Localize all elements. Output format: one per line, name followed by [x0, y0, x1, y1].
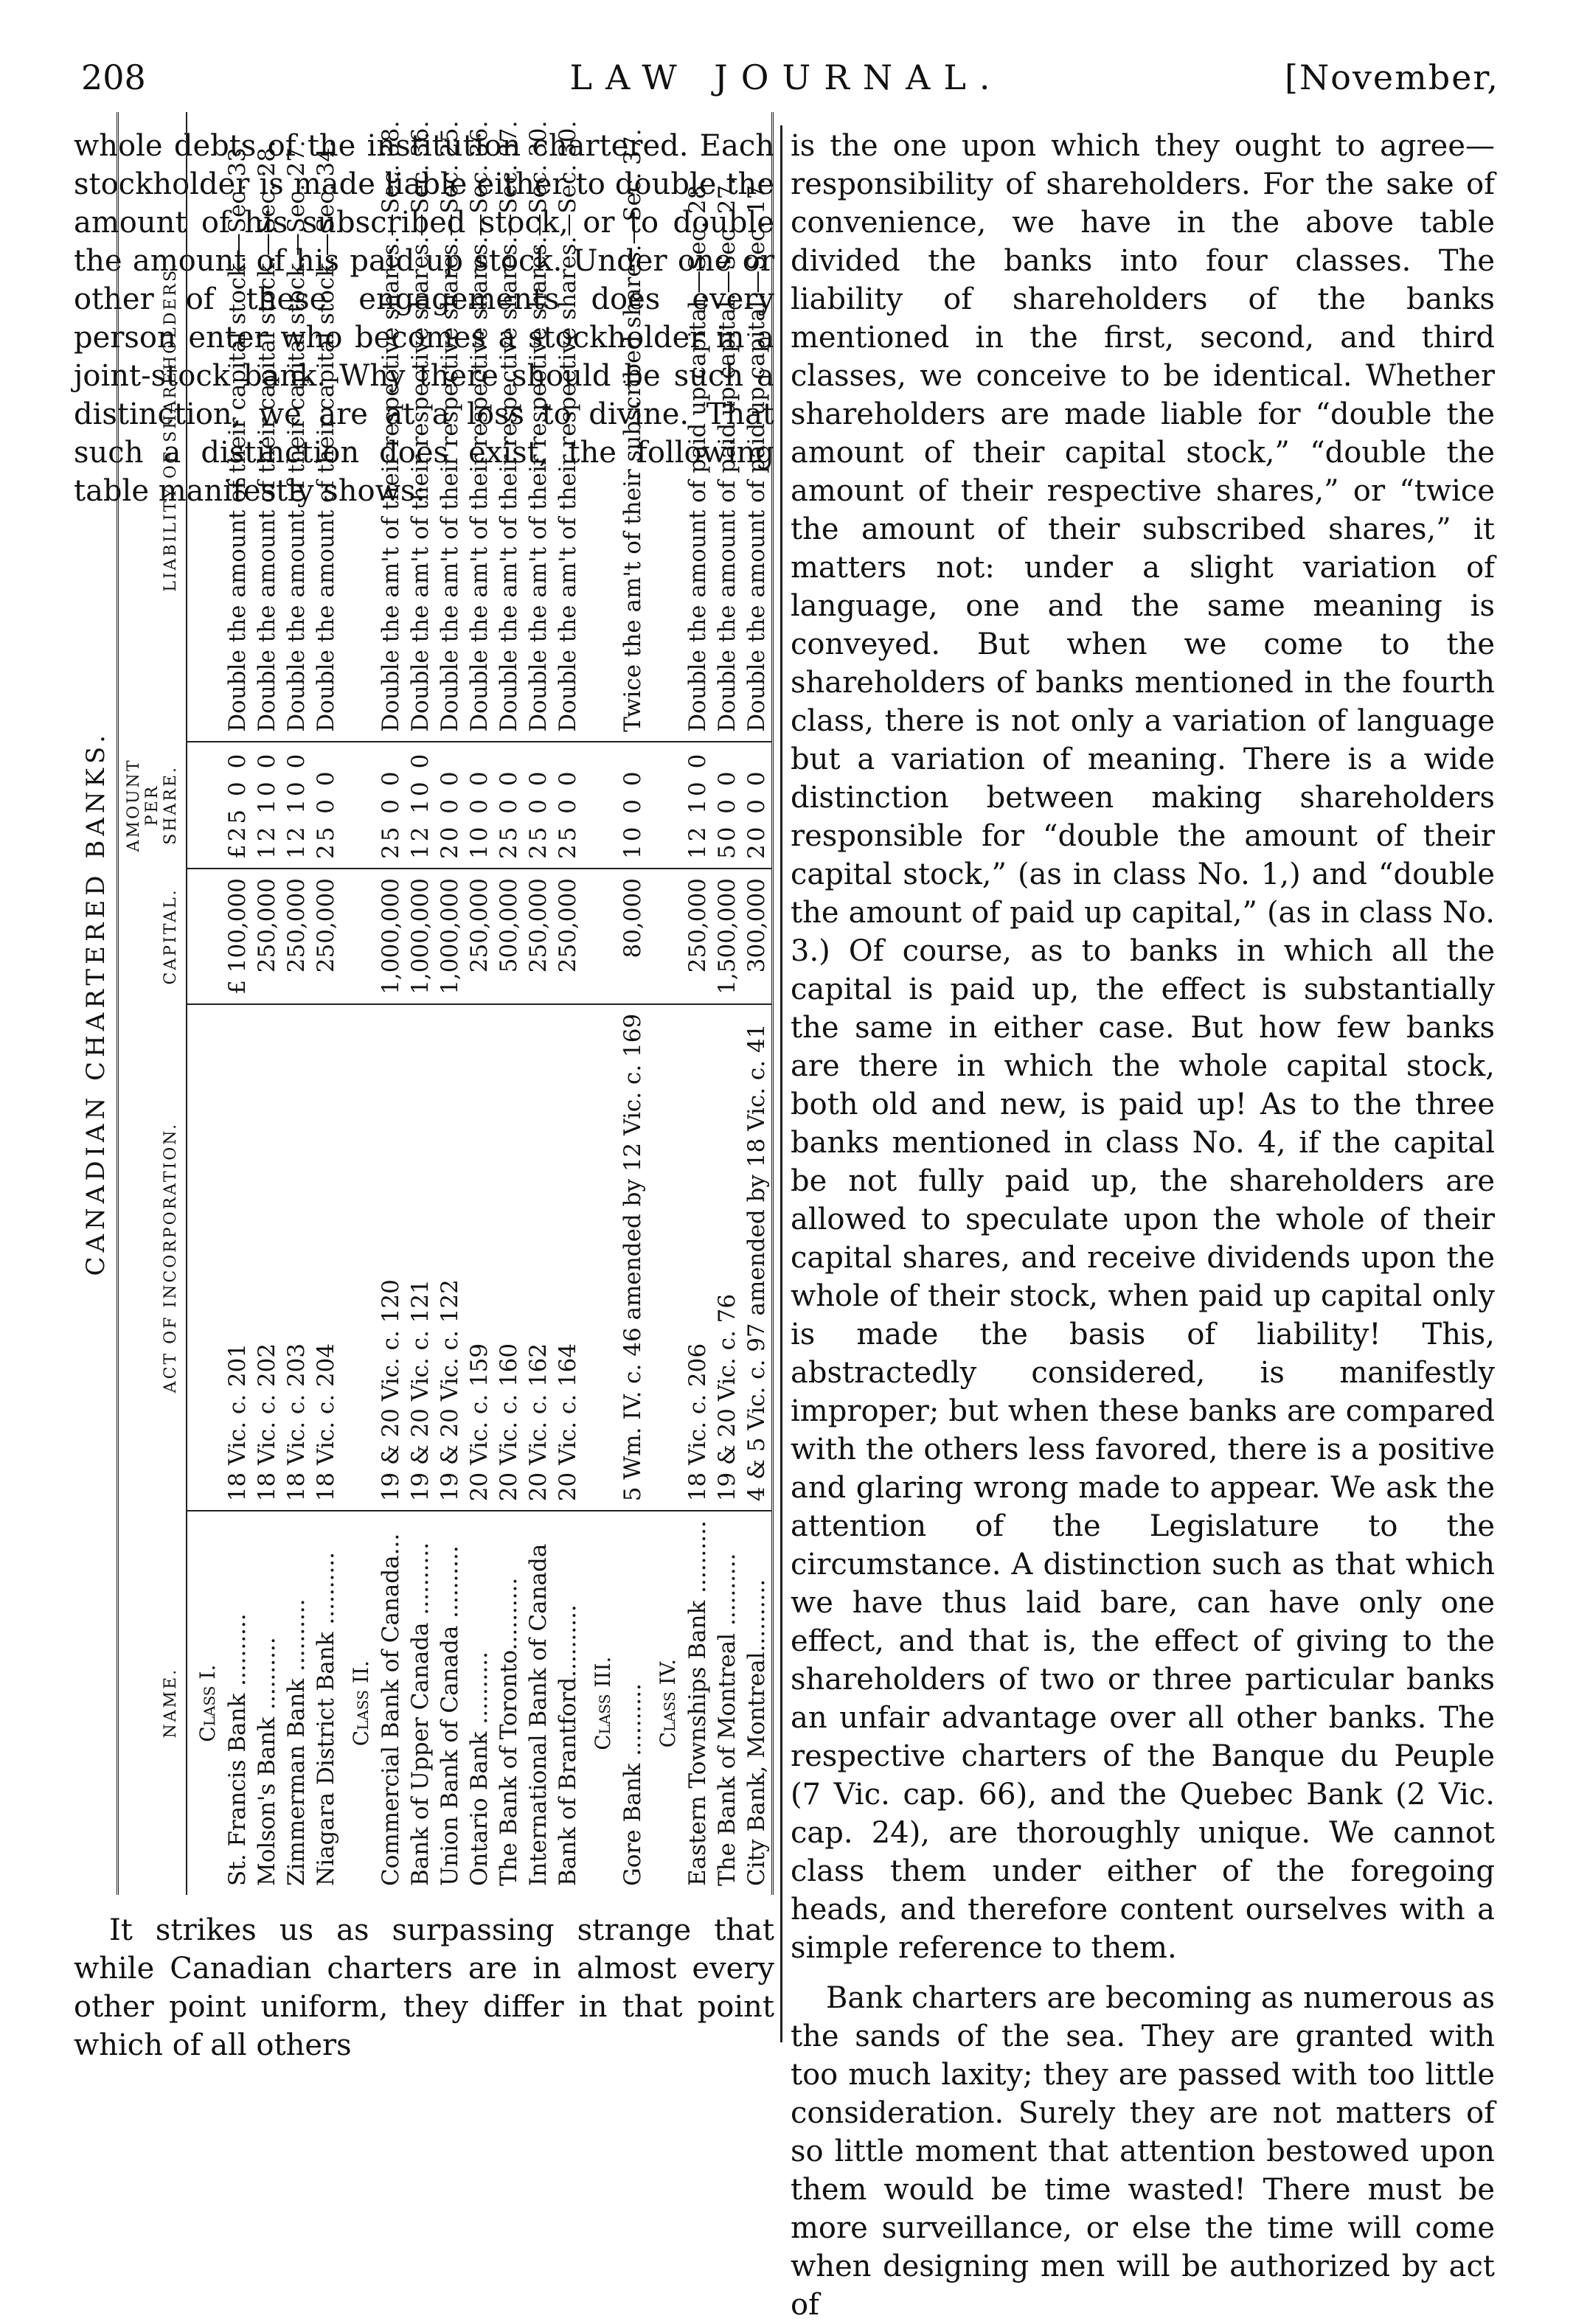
liability: Double the am't of their respective shares.—Sec. 30.	[553, 112, 583, 742]
capital: 250,000	[553, 869, 583, 1004]
act-of-incorporation: 20 Vic. c. 162	[524, 1004, 553, 1511]
act-of-incorporation: 18 Vic. c. 204	[311, 1004, 341, 1511]
table-row	[618, 112, 647, 1895]
act-of-incorporation: 20 Vic. c. 160	[494, 1004, 524, 1511]
column-divider	[780, 125, 782, 2042]
act-of-incorporation: 19 & 20 Vic. c. 76	[712, 1004, 742, 1511]
liability: Double the amount of paid up capital.—Sec. 28.	[683, 112, 712, 742]
class-row	[341, 112, 376, 1895]
left-column-bottom	[74, 1911, 774, 2064]
table-row	[683, 112, 712, 1895]
amount-per-share: 20 0 0	[742, 742, 773, 869]
amount-per-share: 25 0 0	[553, 742, 583, 869]
act-of-incorporation: 20 Vic. c. 159	[465, 1004, 494, 1511]
table-row	[553, 112, 583, 1895]
empty-cell	[583, 869, 618, 1004]
table-row	[435, 112, 465, 1895]
right-paragraph-1: is the one upon which they ought to agree—responsibility of shareholders. For the sake of convenience, we have in the above table divided the banks into four classes. The liability of shareholders of the banks mentioned in the first, second, and third classes, we conceive to be identical. Whether shareholders are made liable for “double the amount of their capital stock,” “double the amount of their respective shares,” or “twice the amount of their subscribed shares,” it matters not: under a slight variation of language, one and the same meaning is conveyed. But when we come to the shareholders of banks mentioned in the fourth class, there is not only a variation of language but a variation of meaning. There is a wide distinction between making shareholders responsible for “double the amount of their capital stock,” (as in class No. 1,) and “double the amount of paid up capital,” (as in class No. 3.) Of course, as to banks in which all the capital is paid up, the effect is substantially the same in either case. But how few banks are there in which the whole capital stock, both old and new, is paid up! As to the three banks mentioned in class No. 4, if the capital be not fully paid up, the shareholders are allowed to speculate upon the whole of their capital shares, and receive dividends upon the whole of their stock, when paid up capital only is made the basis of liability! This, abstractedly considered, is manifestly improper; but when these banks are compared with the others less favored, there is a positive and glaring wrong made to appear. We ask the attention of the Legislature to the circumstance. A distinction such as that which we have thus laid bare, can have only one effect, and that is, the effect of giving to the shareholders of two or three particular banks an unfair advantage over all other banks. The respective charters of the Banque du Peuple (7 Vic. cap. 66), and the Quebec Bank (2 Vic. cap. 24), are thoroughly unique. We cannot class them under either of the foregoing heads, and therefore content ourselves with a simple reference to them.	[791, 129, 1495, 1965]
empty-cell	[187, 742, 223, 869]
class-row	[187, 112, 223, 1895]
page-number: 208	[81, 58, 146, 97]
amount-per-share: 12 10 0	[406, 742, 435, 869]
issue-month: [November,	[1285, 58, 1499, 97]
liability: Double the amount of paid up capital.—Sec. 27.	[712, 112, 742, 742]
page-header	[74, 58, 1499, 109]
amount-per-share: 12 10 0	[252, 742, 282, 869]
amount-per-share: 10 0 0	[465, 742, 494, 869]
amount-per-share: 25 0 0	[311, 742, 341, 869]
capital: 250,000	[252, 869, 282, 1004]
liability: Double the amount of their capital stock.—Sec. 34.	[311, 112, 341, 742]
empty-cell	[583, 742, 618, 869]
act-of-incorporation: 5 Wm. IV. c. 46 amended by 12 Vic. c. 169	[618, 1004, 647, 1511]
capital: 250,000	[311, 869, 341, 1004]
act-of-incorporation: 19 & 20 Vic. c. 122	[435, 1004, 465, 1511]
bank-name: Commercial Bank of Canada...	[378, 1533, 404, 1886]
capital: 250,000	[524, 869, 553, 1004]
table-title: CANADIAN CHARTERED BANKS.	[81, 731, 111, 1276]
right-column	[791, 127, 1495, 2324]
capital: 1,000,000	[376, 869, 406, 1004]
liability: Double the am't of their respective shares.—Sec. 36.	[406, 112, 435, 742]
empty-cell	[647, 1004, 683, 1511]
bank-name: Eastern Townships Bank ..........	[684, 1520, 711, 1886]
empty-cell	[187, 112, 223, 742]
capital: 80,000	[618, 869, 647, 1004]
table-row	[524, 112, 553, 1895]
bank-name: St. Francis Bank ..........	[224, 1613, 251, 1886]
table-row	[406, 112, 435, 1895]
act-of-incorporation: 19 & 20 Vic. c. 120	[376, 1004, 406, 1511]
liability: Double the am't of their respective shares.—Sec. 37.	[494, 112, 524, 742]
class-label: Class II.	[349, 1660, 373, 1747]
bank-name: Bank of Upper Canada ..........	[407, 1542, 434, 1886]
capital: 1,000,000	[406, 869, 435, 1004]
amount-per-share: 50 0 0	[712, 742, 742, 869]
class-row	[583, 112, 618, 1895]
act-of-incorporation: 18 Vic. c. 203	[282, 1004, 311, 1511]
liability: Double the am't of their respective shares.—Sec. 25.	[435, 112, 465, 742]
empty-cell	[341, 1004, 376, 1511]
bank-table	[74, 112, 774, 1895]
empty-cell	[341, 112, 376, 742]
amount-per-share: 20 0 0	[435, 742, 465, 869]
class-label: Class III.	[591, 1656, 615, 1750]
table-row	[712, 112, 742, 1895]
empty-cell	[583, 1004, 618, 1511]
capital: 500,000	[494, 869, 524, 1004]
table-row	[252, 112, 282, 1895]
table-row	[465, 112, 494, 1895]
bank-name: Ontario Bank ..........	[466, 1652, 493, 1886]
amount-per-share: 10 0 0	[618, 742, 647, 869]
capital: 1,000,000	[435, 869, 465, 1004]
header-liability: LIABILITY OF SHAREHOLDERS.	[118, 112, 187, 742]
header-act: ACT OF INCORPORATION.	[118, 1004, 187, 1511]
liability: Double the am't of their respective shares.—Sec. 30.	[524, 112, 553, 742]
header-name: NAME.	[118, 1511, 187, 1895]
table-row	[311, 112, 341, 1895]
bank-name: Niagara District Bank ..........	[313, 1552, 339, 1886]
class-label: Class IV.	[656, 1658, 680, 1748]
capital: 1,500,000	[712, 869, 742, 1004]
table-row	[494, 112, 524, 1895]
table-row	[282, 112, 311, 1895]
liability: Double the amount of their capital stock.—Sec. 28.	[252, 112, 282, 742]
liability: Double the amount of paid up capital.—Sec. 17.	[742, 112, 773, 742]
act-of-incorporation: 18 Vic. c. 206	[683, 1004, 712, 1511]
bank-name: The Bank of Toronto..........	[496, 1577, 522, 1886]
header-capital: CAPITAL.	[118, 869, 187, 1004]
bank-name: International Bank of Canada	[525, 1543, 552, 1886]
amount-per-share: 12 10 0	[282, 742, 311, 869]
act-of-incorporation: 4 & 5 Vic. c. 97 amended by 18 Vic. c. 41	[742, 1004, 773, 1511]
capital: 250,000	[282, 869, 311, 1004]
amount-per-share: £25 0 0	[223, 742, 252, 869]
capital: 300,000	[742, 869, 773, 1004]
empty-cell	[647, 742, 683, 869]
amount-per-share: 25 0 0	[376, 742, 406, 869]
bank-name: Union Bank of Canada ..........	[437, 1545, 463, 1886]
empty-cell	[583, 112, 618, 742]
empty-cell	[647, 112, 683, 742]
act-of-incorporation: 19 & 20 Vic. c. 121	[406, 1004, 435, 1511]
amount-per-share: 25 0 0	[524, 742, 553, 869]
intro-paragraph: whole debts of the institution chartered. Each stockholder is made liable either to double the amount of his subscribed stock, or to double the amount of his paid up stock. Under one or other of these engagements does every person enter who becomes a stockholder in a joint-stock bank. Why there should be such a distinction, we are at a loss to divine. That such a distinction does exist, the following table manifestly shows:	[74, 129, 774, 508]
table-body	[187, 112, 773, 1895]
capital: £ 100,000	[223, 869, 252, 1004]
bank-name: Molson's Bank ..........	[254, 1637, 280, 1886]
journal-title: LAW JOURNAL.	[569, 58, 1004, 97]
empty-cell	[341, 869, 376, 1004]
bank-name: Zimmerman Bank ..........	[283, 1598, 310, 1886]
act-of-incorporation: 18 Vic. c. 202	[252, 1004, 282, 1511]
empty-cell	[187, 869, 223, 1004]
bank-name: The Bank of Montreal ..........	[714, 1553, 740, 1886]
liability: Double the amount of their capital stock.—Sec. 33.	[223, 112, 252, 742]
empty-cell	[647, 869, 683, 1004]
closing-left-paragraph: It strikes us as surpassing strange that while Canadian charters are in almost every other point uniform, they differ in that point which of all others	[74, 1913, 774, 2062]
empty-cell	[341, 742, 376, 869]
amount-per-share: 12 10 0	[683, 742, 712, 869]
liability: Double the amount of their capital stock.—Sec. 27.	[282, 112, 311, 742]
table-row	[223, 112, 252, 1895]
right-paragraph-2: Bank charters are becoming as numerous as the sands of the sea. They are granted with too much laxity; they are passed with too little consideration. Surely they are not matters of so little moment that attention bestowed upon them would be time wasted! There must be more surveillance, or else the time will come when designing men will be authorized by act of	[791, 1981, 1495, 2322]
table-row	[376, 112, 406, 1895]
header-amount: AMOUNT PER SHARE.	[118, 742, 187, 869]
bank-name: Bank of Brantford..........	[555, 1604, 581, 1886]
capital: 250,000	[465, 869, 494, 1004]
capital: 250,000	[683, 869, 712, 1004]
class-label: Class I.	[195, 1664, 220, 1742]
empty-cell	[187, 1004, 223, 1511]
act-of-incorporation: 18 Vic. c. 201	[223, 1004, 252, 1511]
table-row	[742, 112, 773, 1895]
bank-name: Gore Bank ..........	[619, 1683, 646, 1886]
liability: Double the am't of their respective shares.—Sec. 38.	[376, 112, 406, 742]
act-of-incorporation: 20 Vic. c. 164	[553, 1004, 583, 1511]
bank-name: City Bank, Montreal..........	[742, 1511, 773, 1895]
class-row	[647, 112, 683, 1895]
liability: Twice the am't of their subscribed shares.—Sec. 37.	[618, 112, 647, 742]
liability: Double the am't of their respective shares.—Sec. 36.	[465, 112, 494, 742]
amount-per-share: 25 0 0	[494, 742, 524, 869]
